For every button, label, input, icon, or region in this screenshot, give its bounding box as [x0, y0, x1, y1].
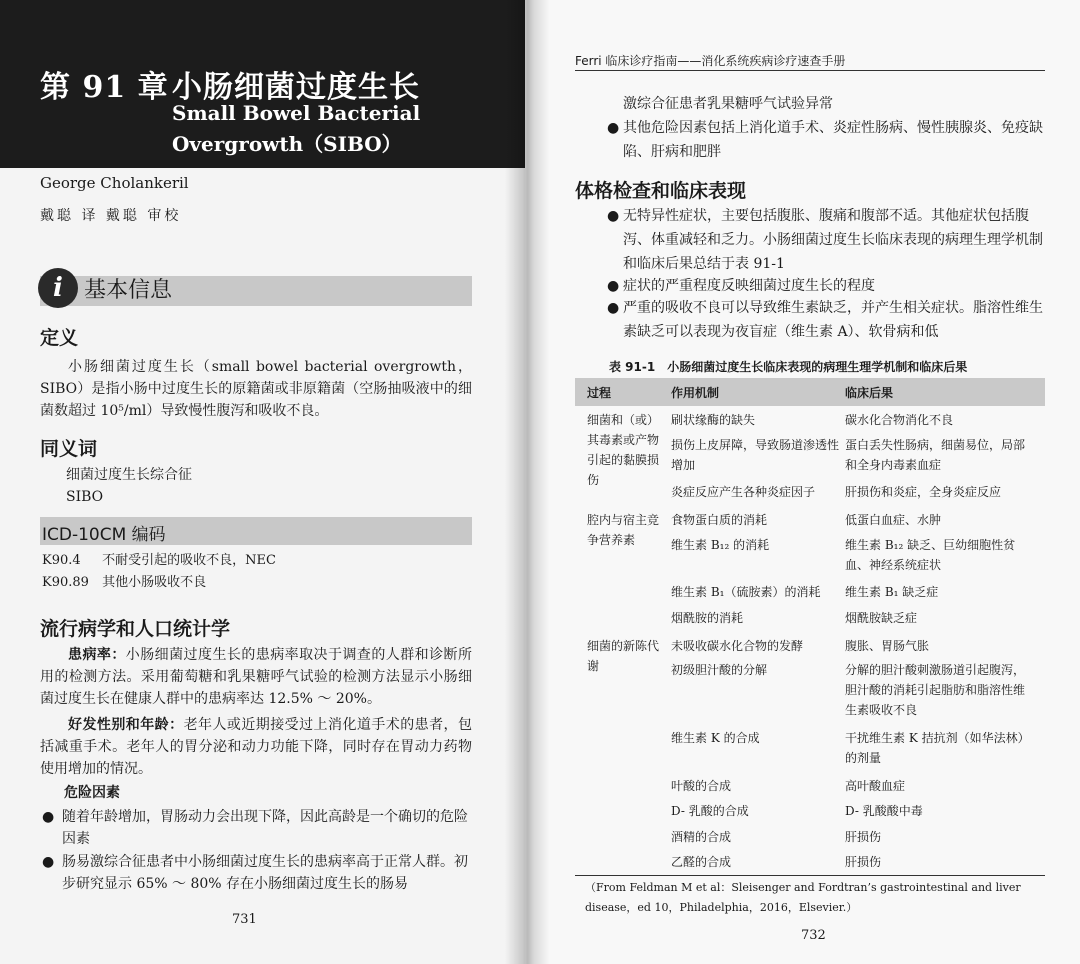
synonym-item: SIBO	[66, 489, 104, 505]
table-cell-mechanism: 维生素 B₁₂ 的消耗	[671, 538, 770, 552]
bullet-dot: ●	[607, 300, 620, 316]
icd-row	[42, 549, 276, 568]
table-cell-mechanism: 损伤上皮屏障，导致肠道渗透性增加	[671, 438, 840, 472]
icd-code: K90.4	[42, 553, 81, 568]
table-cell-outcome: 腹胀、胃肠气胀	[845, 639, 930, 653]
prevalence-label: 患病率：	[68, 647, 126, 663]
info-icon: i	[38, 268, 78, 308]
continued-line: 激综合征患者乳果糖呼气试验异常	[623, 96, 833, 112]
table-cell-outcome: 维生素 B₁₂ 缺乏、巨幼细胞性贫血、神经系统症状	[845, 538, 1016, 572]
continued-bullet	[607, 116, 1047, 164]
book-gutter-shadow	[505, 0, 550, 964]
table-header-mechanism: 作用机制	[671, 386, 720, 400]
icd-row	[42, 571, 206, 590]
table-header-bar	[575, 378, 1045, 406]
risk-bullet-text: 随着年龄增加，胃肠动力会出现下降，因此高龄是一个确切的危险因素	[62, 809, 468, 847]
bullet-dot: ●	[607, 120, 620, 136]
icd-desc: 其他小肠吸收不良	[102, 575, 207, 590]
chapter-title-cn: 小肠细菌过度生长	[172, 70, 420, 105]
table-cell-outcome: 肝损伤和炎症，全身炎症反应	[845, 485, 1002, 499]
table-cell-mechanism: 维生素 K 的合成	[671, 731, 760, 745]
bullet-dot: ●	[607, 278, 620, 294]
left-page	[0, 0, 525, 964]
table-cell-outcome: 肝损伤	[845, 830, 882, 844]
running-head: Ferri 临床诊疗指南——消化系统疾病诊疗速查手册	[575, 54, 846, 68]
table-header-process: 过程	[587, 386, 612, 400]
synonyms-heading: 同义词	[40, 438, 98, 460]
table-cell-mechanism: D- 乳酸的合成	[671, 804, 749, 818]
physical-bullet	[607, 204, 1047, 276]
physical-bullet	[607, 296, 1047, 344]
right-page	[525, 0, 1080, 964]
table-cell-mechanism: 食物蛋白质的消耗	[671, 513, 768, 527]
author: George Cholankeril	[40, 174, 189, 192]
predilection-paragraph	[40, 714, 472, 780]
running-head-rule	[575, 70, 1045, 71]
table-source-note: （From Feldman M et al：Sleisenger and Fordtran’s gastrointestinal and liver disease，ed 10，Philadelphia，2016，Elsevier.）	[585, 881, 1021, 914]
prevalence-paragraph	[40, 644, 472, 710]
table-cell-outcome: 维生素 B₁ 缺乏症	[845, 585, 939, 599]
physical-bullet-text: 严重的吸收不良可以导致维生素缺乏，并产生相关症状。脂溶性维生素缺乏可以表现为夜盲症（维生素 A）、软骨病和低	[623, 300, 1043, 340]
table-cell-outcome: 蛋白丢失性肠病，细菌易位，局部和全身内毒素血症	[845, 438, 1026, 472]
icd-heading: ICD-10CM 编码	[42, 525, 166, 545]
risk-bullet	[42, 806, 472, 850]
table-cell-outcome: 肝损伤	[845, 855, 882, 869]
chapter-title-en-line1: Small Bowel Bacterial	[172, 101, 421, 125]
table-cell-mechanism: 炎症反应产生各种炎症因子	[671, 485, 816, 499]
icd-desc: 不耐受引起的吸收不良，NEC	[102, 553, 276, 568]
table-cell-outcome: 干扰维生素 K 拮抗剂（如华法林）的剂量	[845, 731, 1030, 765]
physical-bullet-text: 症状的严重程度反映细菌过度生长的程度	[623, 278, 875, 294]
table-cell-mechanism: 叶酸的合成	[671, 779, 732, 793]
physical-bullet-text: 无特异性症状，主要包括腹胀、腹痛和腹部不适。其他症状包括腹泻、体重减轻和乏力。小肠细菌过度生长临床表现的病理生理学机制和临床后果总结于表 91-1	[623, 208, 1043, 272]
table-cell-outcome: D- 乳酸酸中毒	[845, 804, 923, 818]
table-header-outcome: 临床后果	[845, 386, 894, 400]
definition-text: 小肠细菌过度生长（small bowel bacterial overgrowth，SIBO）是指小肠中过度生长的原籍菌或非原籍菌（空肠抽吸液中的细菌数超过 10⁵/ml）导致慢性腹泻和吸收不良。	[40, 359, 472, 419]
translator-line: 戴聪 译 戴聪 审校	[40, 208, 182, 224]
risk-bullet-text: 肠易激综合征患者中小肠细菌过度生长的患病率高于正常人群。初步研究显示 65% ～ 80% 存在小肠细菌过度生长的肠易	[62, 854, 468, 892]
table-cell-mechanism: 未吸收碳水化合物的发酵	[671, 639, 804, 653]
epidemiology-heading: 流行病学和人口统计学	[40, 618, 231, 640]
table-cell-mechanism: 乙醛的合成	[671, 855, 732, 869]
table-caption: 表 91-1 小肠细菌过度生长临床表现的病理生理学机制和临床后果	[609, 360, 968, 374]
basic-info-title: 基本信息	[84, 278, 173, 303]
table-cell-outcome: 分解的胆汁酸刺激肠道引起腹泻，胆汁酸的消耗引起脂肪和脂溶性维生素吸收不良	[845, 663, 1026, 717]
bullet-dot: ●	[607, 208, 620, 224]
synonym-item: 细菌过度生长综合征	[66, 467, 192, 483]
physical-bullet	[607, 274, 1047, 298]
table-cell-mechanism: 维生素 B₁（硫胺素）的消耗	[671, 585, 821, 599]
bullet-dot: ●	[42, 854, 55, 870]
page-number-right: 732	[801, 928, 826, 943]
risk-factors-heading: 危险因素	[64, 785, 120, 801]
chapter-title-en-line2: Overgrowth（SIBO）	[172, 132, 402, 156]
table-cell-mechanism: 初级胆汁酸的分解	[671, 663, 768, 677]
risk-bullet	[42, 851, 472, 895]
table-cell-mechanism: 酒精的合成	[671, 830, 732, 844]
table-cell-process: 细菌的新陈代谢	[587, 639, 660, 673]
table-bottom-rule	[575, 875, 1045, 876]
predilection-text: 老年人或近期接受过上消化道手术的患者，包括减重手术。老年人的胃分泌和动力功能下降，同时存在胃动力药物使用增加的情况。	[40, 717, 473, 777]
chapter-number: 第 91 章	[40, 70, 169, 105]
table-cell-outcome: 碳水化合物消化不良	[845, 413, 954, 427]
prevalence-text: 小肠细菌过度生长的患病率取决于调查的人群和诊断所用的检测方法。采用葡萄糖和乳果糖呼气试验的检测方法显示小肠细菌过度生长在健康人群中的患病率达 12.5% ～ 20%。	[40, 647, 473, 707]
table-cell-process: 腔内与宿主竞争营养素	[587, 513, 660, 547]
page-number-left: 731	[232, 912, 257, 927]
predilection-label: 好发性别和年龄：	[68, 717, 184, 733]
continued-bullet-text: 其他危险因素包括上消化道手术、炎症性肠病、慢性胰腺炎、免疫缺陷、肝病和肥胖	[623, 120, 1043, 160]
table-cell-mechanism: 刷状缘酶的缺失	[671, 413, 756, 427]
definition-heading: 定义	[40, 327, 79, 349]
table-cell-outcome: 低蛋白血症、水肿	[845, 513, 942, 527]
bullet-dot: ●	[42, 809, 55, 825]
table-cell-outcome: 烟酰胺缺乏症	[845, 611, 918, 625]
table-cell-process: 细菌和（或）其毒素或产物引起的黏膜损伤	[587, 413, 660, 487]
icd-code: K90.89	[42, 575, 89, 590]
table-cell-outcome: 高叶酸血症	[845, 779, 906, 793]
table-cell-mechanism: 烟酰胺的消耗	[671, 611, 744, 625]
physical-exam-heading: 体格检查和临床表现	[575, 180, 747, 202]
